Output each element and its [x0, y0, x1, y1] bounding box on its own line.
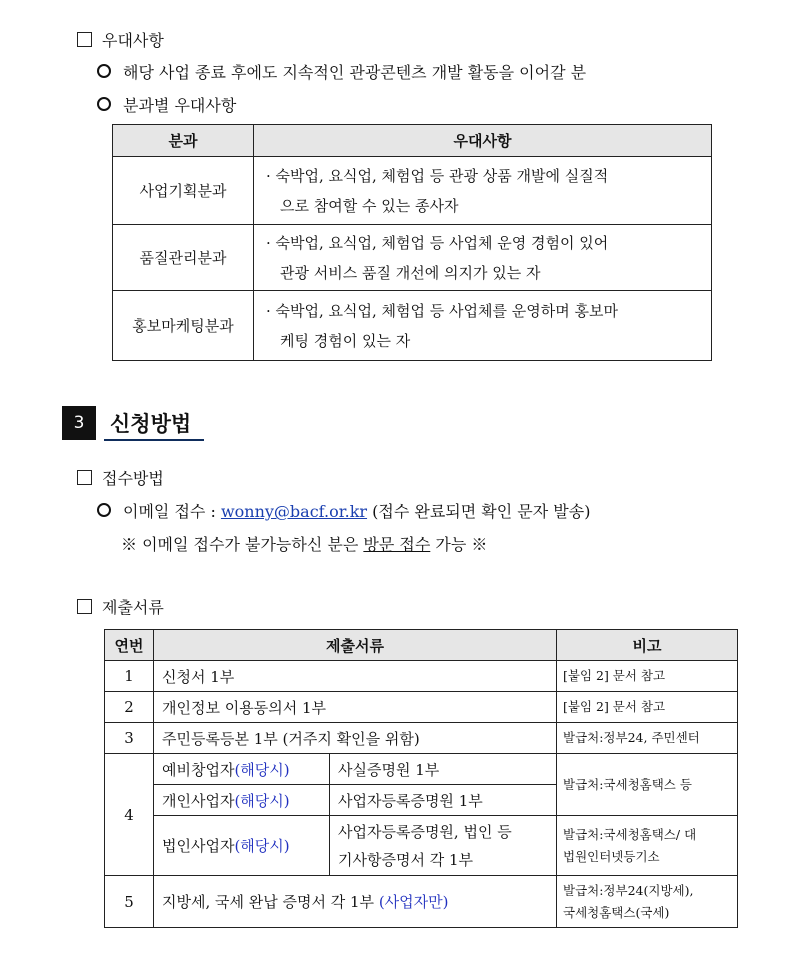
- documents-heading: 제출서류: [77, 595, 164, 618]
- section-title-underline: [104, 439, 204, 441]
- division-name: 홍보마케팅분과: [113, 291, 254, 361]
- preference-item-1: 해당 사업 종료 후에도 지속적인 관광콘텐츠 개발 활동을 이어갈 분: [97, 60, 710, 83]
- division-name: 사업기획분과: [113, 157, 254, 225]
- applicant-type: 개인사업자(해당시): [154, 785, 330, 816]
- division-name: 품질관리분과: [113, 225, 254, 291]
- receipt-note: ※ 이메일 접수가 불가능하신 분은 방문 접수 가능 ※: [121, 535, 488, 554]
- table-row: 2 개인정보 이용동의서 1부 [붙임 2] 문서 참고: [105, 692, 738, 723]
- checkbox-square-icon: [77, 470, 92, 485]
- table-row: 4 예비창업자(해당시) 사실증명원 1부 발급처:국세청홈택스 등: [105, 754, 738, 785]
- preferences-heading: 우대사항: [77, 28, 164, 51]
- table-row: 1 신청서 1부 [붙임 2] 문서 참고: [105, 661, 738, 692]
- table-row: 법인사업자(해당시) 사업자등록증명원, 법인 등 기사항증명서 각 1부 발급처:국세청홈택스/ 대 법원인터넷등기소: [105, 816, 738, 876]
- doc-col-note: 비고: [557, 630, 738, 661]
- preference-item-2: 분과별 우대사항: [97, 93, 236, 116]
- applicant-type: 법인사업자(해당시): [154, 816, 330, 876]
- table-row: [113, 157, 712, 225]
- email-link[interactable]: wonny@bacf.or.kr: [220, 502, 368, 521]
- documents-table: [104, 629, 738, 928]
- table-row: 5 지방세, 국세 완납 증명서 각 1부 (사업자만) 발급처:정부24(지방세), 국세청홈택스(국세): [105, 876, 738, 928]
- table-row: 3 주민등록등본 1부 (거주지 확인을 위함) 발급처:정부24, 주민센터: [105, 723, 738, 754]
- section-number-badge: 3: [62, 406, 96, 440]
- pref-col-preference: 우대사항: [254, 125, 712, 157]
- doc-col-document: 제출서류: [154, 630, 557, 661]
- applicant-type: 예비창업자(해당시): [154, 754, 330, 785]
- pref-col-division: 분과: [113, 125, 254, 157]
- receipt-heading: 접수방법: [77, 466, 164, 489]
- circle-bullet-icon: [97, 64, 111, 78]
- table-row: [113, 225, 712, 291]
- checkbox-square-icon: [77, 599, 92, 614]
- division-preference: · 숙박업, 요식업, 체험업 등 사업체 운영 경험이 있어 관광 서비스 품질 개선에 의지가 있는 자: [254, 225, 712, 291]
- receipt-email-line: 이메일 접수 : wonny@bacf.or.kr (접수 완료되면 확인 문자 발송): [97, 499, 590, 522]
- preference-table: [112, 124, 712, 361]
- doc-col-number: 연번: [105, 630, 154, 661]
- visit-receipt-text: 방문 접수: [363, 535, 431, 554]
- table-row: 개인사업자(해당시) 사업자등록증명원 1부: [105, 785, 738, 816]
- table-row: [113, 291, 712, 361]
- division-preference: · 숙박업, 요식업, 체험업 등 사업체를 운영하며 홍보마 케팅 경험이 있는 자: [254, 291, 712, 361]
- circle-bullet-icon: [97, 97, 111, 111]
- division-preference: · 숙박업, 요식업, 체험업 등 관광 상품 개발에 실질적 으로 참여할 수 있는 종사자: [254, 157, 712, 225]
- checkbox-square-icon: [77, 32, 92, 47]
- circle-bullet-icon: [97, 503, 111, 517]
- section-title: 신청방법: [110, 412, 192, 436]
